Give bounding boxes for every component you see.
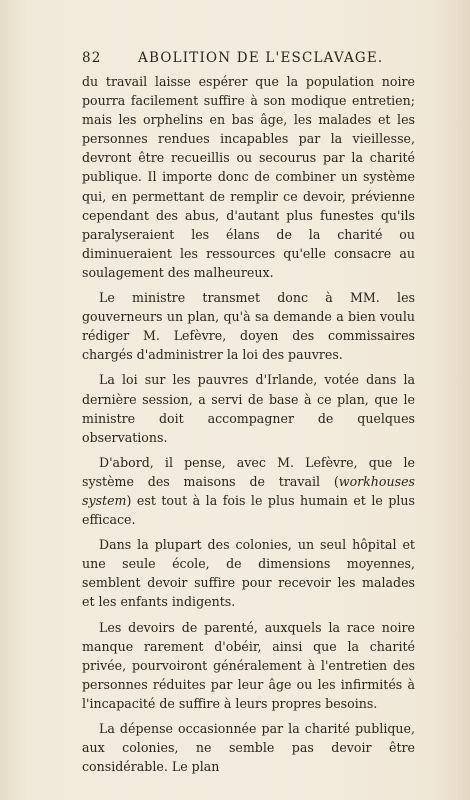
paragraph-workhouses bbox=[82, 453, 415, 529]
paragraph-minister-plan: Le ministre transmet donc à MM. les gouverneurs un plan, qu'à sa demande a bien voulu rédiger M. Lefèvre, doyen des commissaires chargés d'administrer la loi des pauvres. bbox=[82, 290, 415, 363]
page-number: 82 bbox=[82, 50, 102, 66]
paragraph-colonies-hospital: Dans la plupart des colonies, un seul hôpital et une seule école, de dimensions moyennes, semblent devoir suffire pour recevoir les malades et les enfants indigents. bbox=[82, 537, 415, 610]
paragraph-public-charity-cost: La dépense occasionnée par la charité publique, aux colonies, ne semble pas devoir être considérable. Le plan bbox=[82, 721, 415, 775]
page-header bbox=[82, 50, 412, 68]
paragraph-family-duties: Les devoirs de parenté, auxquels la race noire manque rarement d'obéir, ainsi que la charité privée, pourvoiront généralement à l'entretien des personnes réduites par leur âge ou les infirmités à l'incapacité de suffire à leurs propres besoins. bbox=[82, 619, 415, 711]
workhouses-text-before: D'abord, il pense, avec M. Lefèvre, que le système des maisons de travail ( bbox=[82, 454, 415, 489]
body-text bbox=[82, 72, 415, 782]
workhouses-text-after: ) est tout à la fois le plus humain et le plus efficace. bbox=[82, 492, 415, 528]
running-title: ABOLITION DE L'ESCLAVAGE. bbox=[138, 50, 384, 66]
paragraph-continuation: du travail laisse espérer que la population noire pourra facilement suffire à son modique entretien; mais les orphelins en bas âge, les malades et les personnes rendues incapables par la vieillesse, devront être recueillis ou secourus par la charité publique. Il importe donc de combiner un système qui, en permettant de remplir ce devoir, prévienne cependant des abus, d'autant plus funestes qu'ils paralyseraient les élans de la charité ou diminueraient les ressources qu'elle consacre au soulagement des malheureux. bbox=[82, 74, 415, 280]
paragraph-irish-poor-law: La loi sur les pauvres d'Irlande, votée dans la dernière session, a servi de base à ce plan, que le ministre doit accompagner de quelques observations. bbox=[82, 372, 415, 445]
workhouses-system-italic: workhouses system bbox=[82, 473, 415, 508]
